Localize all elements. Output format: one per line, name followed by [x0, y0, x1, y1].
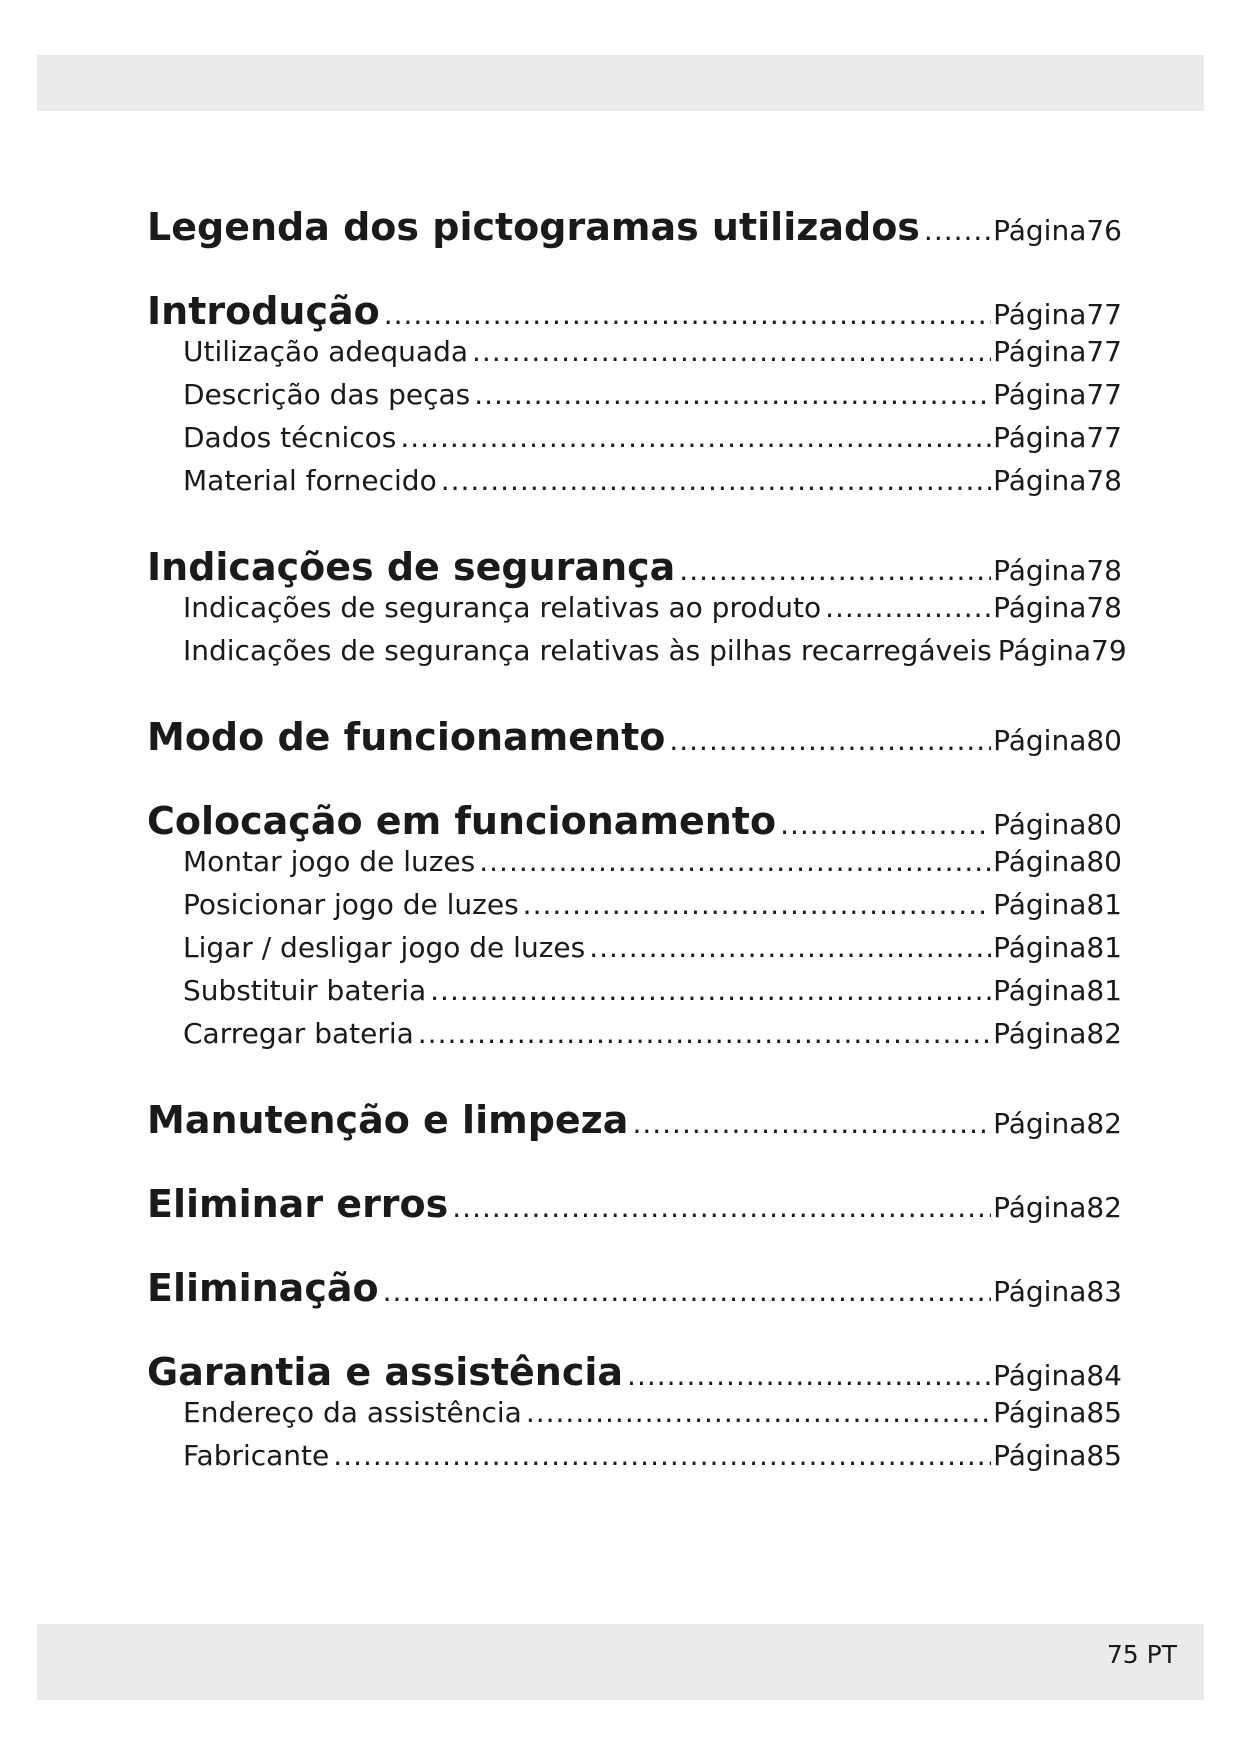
- page-word: Página: [993, 724, 1087, 757]
- page-word: Página: [993, 1275, 1087, 1308]
- page-word: Página: [993, 1107, 1087, 1140]
- dot-leader: [452, 1191, 991, 1224]
- toc-subentry[interactable]: [147, 845, 1122, 888]
- page-label: 75 PT: [1106, 1640, 1177, 1669]
- dot-leader: [474, 378, 991, 411]
- page-number: 82: [1086, 1107, 1122, 1140]
- page-word: Página: [993, 845, 1087, 878]
- toc-subentry-title: Dados técnicos: [183, 421, 397, 454]
- page-word: Página: [993, 378, 1087, 411]
- dot-leader: [679, 554, 991, 587]
- dot-leader: [526, 1396, 991, 1429]
- page-number: 81: [1086, 888, 1122, 921]
- page-number: 78: [1086, 591, 1122, 624]
- toc-entry-legenda[interactable]: [147, 205, 1122, 251]
- page-number: 77: [1086, 298, 1122, 331]
- toc-subentry-title: Indicações de segurança relativas às pilhas recarregáveis: [183, 634, 992, 667]
- toc-subentry-title: Endereço da assistência: [183, 1396, 522, 1429]
- toc-subentry[interactable]: [147, 1396, 1122, 1439]
- toc-subentry-title: Indicações de segurança relativas ao produto: [183, 591, 822, 624]
- dot-leader: [627, 1359, 991, 1392]
- page-word: Página: [993, 464, 1087, 497]
- toc-section: [147, 1350, 1122, 1482]
- toc-entry-colocacao[interactable]: [147, 799, 1122, 845]
- dot-leader: [400, 421, 991, 454]
- page-number: 84: [1086, 1359, 1122, 1392]
- toc-subentry-title: Montar jogo de luzes: [183, 845, 476, 878]
- toc-entry-garantia[interactable]: [147, 1350, 1122, 1396]
- toc-entry-title: Garantia e assistência: [147, 1350, 624, 1394]
- toc-entry-indicacoes[interactable]: [147, 545, 1122, 591]
- page-word: Página: [993, 554, 1087, 587]
- toc-entry-eliminar-erros[interactable]: [147, 1182, 1122, 1228]
- dot-leader: [384, 298, 991, 331]
- page-word: Página: [993, 888, 1087, 921]
- toc-section: [147, 1182, 1122, 1228]
- page-number: 78: [1086, 554, 1122, 587]
- toc-section: [147, 1266, 1122, 1312]
- table-of-contents: [147, 205, 1127, 1482]
- page-word: Página: [997, 634, 1092, 667]
- toc-section: [147, 205, 1122, 251]
- toc-entry-title: Introdução: [147, 289, 380, 333]
- page-number: 80: [1086, 808, 1122, 841]
- toc-subentry[interactable]: [147, 1017, 1122, 1060]
- toc-subentry-title: Fabricante: [183, 1439, 330, 1472]
- dot-leader: [333, 1439, 991, 1472]
- toc-subentry[interactable]: [147, 591, 1122, 634]
- dot-leader: [924, 214, 991, 247]
- page-number: 79: [1091, 634, 1127, 667]
- toc-section: [147, 1098, 1122, 1144]
- dot-leader: [589, 931, 991, 964]
- toc-entry-title: Manutenção e limpeza: [147, 1098, 629, 1142]
- toc-entry-title: Legenda dos pictogramas utilizados: [147, 205, 920, 249]
- toc-subentry[interactable]: [147, 464, 1122, 507]
- toc-entry-title: Modo de funcionamento: [147, 715, 666, 759]
- toc-subentry[interactable]: [147, 421, 1122, 464]
- toc-section: [147, 799, 1122, 1060]
- toc-subentry[interactable]: [147, 378, 1122, 421]
- toc-section: [147, 289, 1122, 507]
- toc-subentry-title: Carregar bateria: [183, 1017, 414, 1050]
- toc-subentry-title: Ligar / desligar jogo de luzes: [183, 931, 586, 964]
- dot-leader: [430, 974, 991, 1007]
- toc-subentry[interactable]: [147, 335, 1122, 378]
- page-number: 77: [1086, 421, 1122, 454]
- page-number: 81: [1086, 974, 1122, 1007]
- toc-subentry-title: Material fornecido: [183, 464, 437, 497]
- page-word: Página: [993, 591, 1087, 624]
- page-number: 80: [1086, 845, 1122, 878]
- dot-leader: [418, 1017, 991, 1050]
- toc-entry-modo[interactable]: [147, 715, 1122, 761]
- page-word: Página: [993, 335, 1087, 368]
- page-word: Página: [993, 1396, 1087, 1429]
- page-number: 82: [1086, 1017, 1122, 1050]
- toc-subentry[interactable]: [147, 974, 1122, 1017]
- page-number: 76: [1086, 214, 1122, 247]
- dot-leader: [383, 1275, 992, 1308]
- page-number: 80: [1086, 724, 1122, 757]
- toc-subentry[interactable]: [147, 931, 1122, 974]
- page-word: Página: [993, 931, 1087, 964]
- page-word: Página: [993, 214, 1087, 247]
- toc-entry-title: Eliminação: [147, 1266, 379, 1310]
- toc-entry-title: Eliminar erros: [147, 1182, 449, 1226]
- page-number: 81: [1086, 931, 1122, 964]
- toc-subentry-title: Substituir bateria: [183, 974, 427, 1007]
- toc-subentry-title: Utilização adequada: [183, 335, 469, 368]
- dot-leader: [523, 888, 991, 921]
- toc-entry-eliminacao[interactable]: [147, 1266, 1122, 1312]
- dot-leader: [441, 464, 991, 497]
- page-number: 82: [1086, 1191, 1122, 1224]
- page-word: Página: [993, 421, 1087, 454]
- toc-entry-title: Colocação em funcionamento: [147, 799, 777, 843]
- toc-entry-title: Indicações de segurança: [147, 545, 676, 589]
- page-number: 77: [1086, 335, 1122, 368]
- toc-subentry[interactable]: [147, 1439, 1122, 1482]
- page-word: Página: [993, 974, 1087, 1007]
- page-number: 77: [1086, 378, 1122, 411]
- toc-subentry[interactable]: [147, 888, 1122, 931]
- page-word: Página: [993, 298, 1087, 331]
- page-word: Página: [993, 808, 1087, 841]
- toc-entry-manutencao[interactable]: [147, 1098, 1122, 1144]
- page-number: 85: [1086, 1439, 1122, 1472]
- page-word: Página: [993, 1017, 1087, 1050]
- toc-subentry[interactable]: [147, 634, 1127, 677]
- dot-leader: [632, 1107, 991, 1140]
- toc-entry-introducao[interactable]: [147, 289, 1122, 335]
- toc-section: [147, 545, 1127, 677]
- dot-leader: [472, 335, 991, 368]
- header-band: [37, 55, 1204, 111]
- dot-leader: [825, 591, 991, 624]
- page-number: 83: [1086, 1275, 1122, 1308]
- page-word: Página: [993, 1191, 1087, 1224]
- page-word: Página: [993, 1359, 1087, 1392]
- toc-section: [147, 715, 1122, 761]
- dot-leader: [780, 808, 991, 841]
- page-number: 85: [1086, 1396, 1122, 1429]
- dot-leader: [669, 724, 991, 757]
- page-word: Página: [993, 1439, 1087, 1472]
- toc-subentry-title: Posicionar jogo de luzes: [183, 888, 519, 921]
- page-number: 78: [1086, 464, 1122, 497]
- toc-subentry-title: Descrição das peças: [183, 378, 471, 411]
- dot-leader: [479, 845, 991, 878]
- footer-band: [37, 1624, 1204, 1700]
